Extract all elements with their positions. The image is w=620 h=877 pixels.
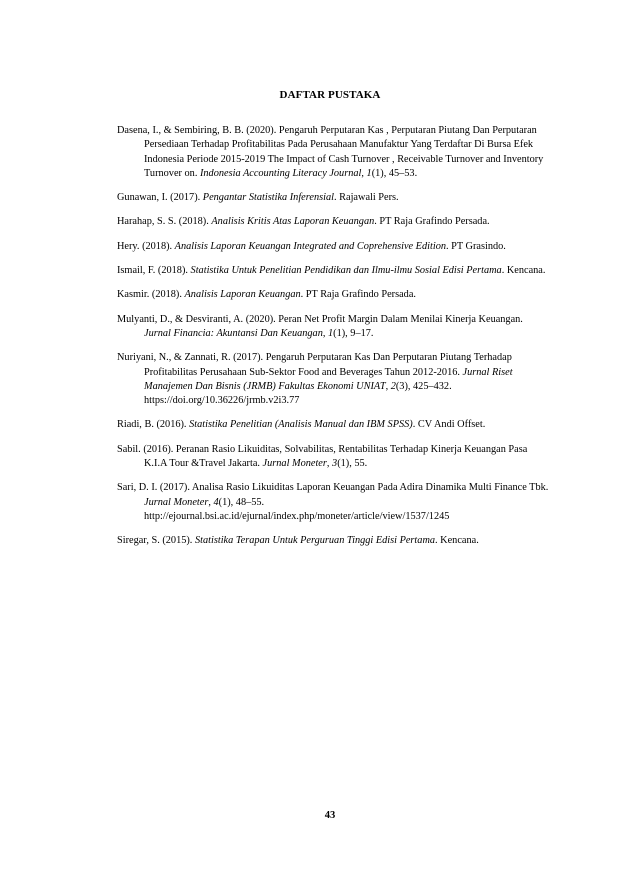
reference-details: . CV Andi Offset. xyxy=(412,419,486,431)
reference-source: Pengantar Statistika Inferensial xyxy=(202,192,334,204)
reference-text: Dasena, I., & Sembiring, B. B. (2020). Pengaruh Perputaran Kas , Perputaran Piutang Dan Perputaran Persediaan Terhadap Profitabilitas Pada Perusahaan Manufaktur Yang Terdaftar Di Bursa Efek Indonesia Periode 2015-2019 The Impact of Cash Turnover , Receivable Turnover and Inventory Turnover on. xyxy=(117,125,544,179)
reference-details: (1), 45–53. xyxy=(371,167,418,179)
reference-entry xyxy=(117,264,549,278)
reference-text: Nuriyani, N., & Zannati, R. (2017). Pengaruh Perputaran Kas Dan Perputaran Piutang Terhadap Profitabilitas Perusahaan Sub-Sektor Food and Beverages Tahun 2012-2016. xyxy=(117,352,512,378)
reference-source: Analisis Laporan Keuangan xyxy=(184,289,301,301)
reference-entry xyxy=(117,351,549,408)
reference-entry xyxy=(117,418,549,432)
reference-entry xyxy=(117,534,549,548)
reference-volume: 1 xyxy=(366,167,372,179)
reference-text: Mulyanti, D., & Desviranti, A. (2020). Peran Net Profit Margin Dalam Menilai Kinerja Keuangan. xyxy=(117,313,523,325)
reference-entry xyxy=(117,313,549,342)
reference-entry xyxy=(117,481,549,524)
reference-text: Kasmir. (2018). xyxy=(117,289,185,301)
reference-source: Indonesia Accounting Literacy Journal xyxy=(199,167,362,179)
reference-entry xyxy=(117,124,549,181)
reference-entry xyxy=(117,288,549,302)
reference-entry xyxy=(117,443,549,472)
reference-separator: , xyxy=(326,458,333,470)
reference-entry xyxy=(117,215,549,229)
reference-text: Hery. (2018). xyxy=(117,240,175,252)
reference-details: . Kencana. xyxy=(501,265,546,277)
reference-entry xyxy=(117,191,549,205)
reference-volume: 1 xyxy=(328,327,334,339)
reference-details: . PT Grasindo. xyxy=(446,240,506,252)
reference-details: . Kencana. xyxy=(435,535,479,547)
reference-text: Ismail, F. (2018). xyxy=(117,265,191,277)
reference-source: Jurnal Financia: Akuntansi Dan Keuangan xyxy=(144,327,323,339)
reference-details: . PT Raja Grafindo Persada. xyxy=(300,289,416,301)
reference-separator: , xyxy=(322,327,328,339)
reference-source: Statistika Untuk Penelitian Pendidikan dan Ilmu-ilmu Sosial Edisi Pertama xyxy=(190,265,502,277)
reference-source: Analisis Kritis Atas Laporan Keuangan xyxy=(211,216,375,228)
reference-text: Harahap, S. S. (2018). xyxy=(117,216,212,228)
reference-source: Statistika Penelitian (Analisis Manual dan IBM SPSS) xyxy=(189,419,413,431)
reference-details: (1), 9–17. xyxy=(333,327,374,339)
reference-volume: 2 xyxy=(390,380,396,392)
reference-text: Sabil. (2016). Peranan Rasio Likuiditas, Solvabilitas, Rentabilitas Terhadap Kinerja Keuangan Pasa K.I.A Tour &Travel Jakarta. xyxy=(117,443,528,470)
page-number: 43 xyxy=(324,810,336,821)
reference-list xyxy=(117,124,549,559)
reference-source: Statistika Terapan Untuk Perguruan Tinggi Edisi Pertama xyxy=(194,535,436,547)
reference-details: . PT Raja Grafindo Persada. xyxy=(374,216,490,228)
reference-source: Jurnal Riset Manajemen Dan Bisnis (JRMB) Fakultas Ekonomi UNIAT xyxy=(144,366,513,392)
reference-entry xyxy=(117,240,549,254)
reference-text: Gunawan, I. (2017). xyxy=(117,192,203,204)
reference-text: Siregar, S. (2015). xyxy=(117,535,195,547)
reference-details: . Rajawali Pers. xyxy=(333,192,399,204)
reference-details: (1), 48–55. http://ejournal.bsi.ac.id/ejurnal/index.php/moneter/article/view/1537/1245 xyxy=(144,496,450,522)
reference-volume: 4 xyxy=(213,496,219,508)
page-title: DAFTAR PUSTAKA xyxy=(279,89,381,101)
reference-source: Jurnal Moneter xyxy=(262,458,327,470)
reference-separator: , xyxy=(361,167,367,179)
reference-separator: , xyxy=(385,380,391,392)
reference-text: Sari, D. I. (2017). Analisa Rasio Likuiditas Laporan Keuangan Pada Adira Dinamika Multi Finance Tbk. xyxy=(117,482,549,494)
reference-separator: , xyxy=(208,496,214,508)
reference-source: Analisis Laporan Keuangan Integrated and Coprehensive Edition xyxy=(174,240,446,252)
reference-source: Jurnal Moneter xyxy=(144,496,209,508)
reference-volume: 3 xyxy=(332,458,338,470)
reference-text: Riadi, B. (2016). xyxy=(117,419,190,431)
reference-details: (3), 425–432. https://doi.org/10.36226/jrmb.v2i3.77 xyxy=(144,380,452,407)
reference-details: (1), 55. xyxy=(337,458,368,470)
